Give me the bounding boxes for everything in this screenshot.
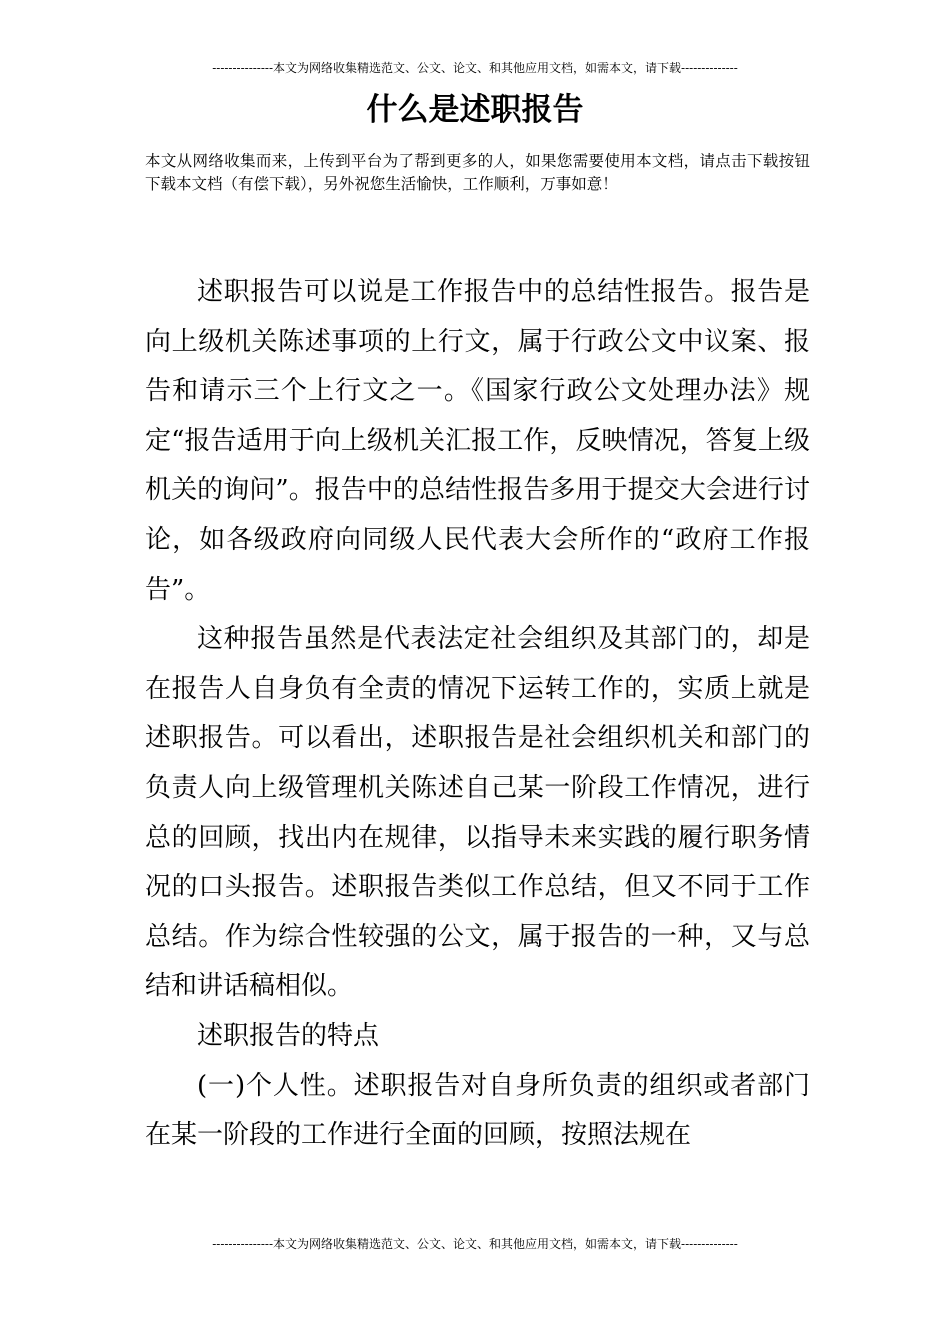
body-paragraph: 这种报告虽然是代表法定社会组织及其部门的，却是在报告人自身负有全责的情况下运转工作的，实质上就是述职报告。可以看出，述职报告是社会组织机关和部门的负责人向上级管理机关陈述自己某一阶段工作情况，进行总的回顾，找出内在规律，以指导未来实践的履行职务情况的口头报告。述职报告类似工作总结，但又不同于工作总结。作为综合性较强的公文，属于报告的一种，又与总结和讲话稿相似。	[145, 624, 810, 1002]
body-paragraph: 述职报告可以说是工作报告中的总结性报告。报告是向上级机关陈述事项的上行文，属于行政公文中议案、报告和请示三个上行文之一。《国家行政公文处理办法》规定“报告适用于向上级机关汇报工作，反映情况，答复上级机关的询问”。报告中的总结性报告多用于提交大会进行讨论，如各级政府向同级人民代表大会所作的“政府工作报告”。	[145, 277, 810, 605]
download-notice: 本文从网络收集而来，上传到平台为了帮到更多的人，如果您需要使用本文档，请点击下载按钮下载本文档（有偿下载），另外祝您生活愉快，工作顺利，万事如意！	[145, 152, 810, 193]
section-heading: 述职报告的特点	[197, 1020, 380, 1051]
document-body	[145, 268, 810, 1161]
body-paragraph: (一)个人性。述职报告对自身所负责的组织或者部门在某一阶段的工作进行全面的回顾，按照法规在	[145, 1070, 810, 1151]
document-title: 什么是述职报告	[366, 92, 584, 128]
page-header: ---------------本文为网络收集精选范文、公文、论文、和其他应用文档，如需本文，请下载--------------	[212, 61, 738, 75]
page-footer: ---------------本文为网络收集精选范文、公文、论文、和其他应用文档，如需本文，请下载--------------	[212, 1237, 738, 1251]
